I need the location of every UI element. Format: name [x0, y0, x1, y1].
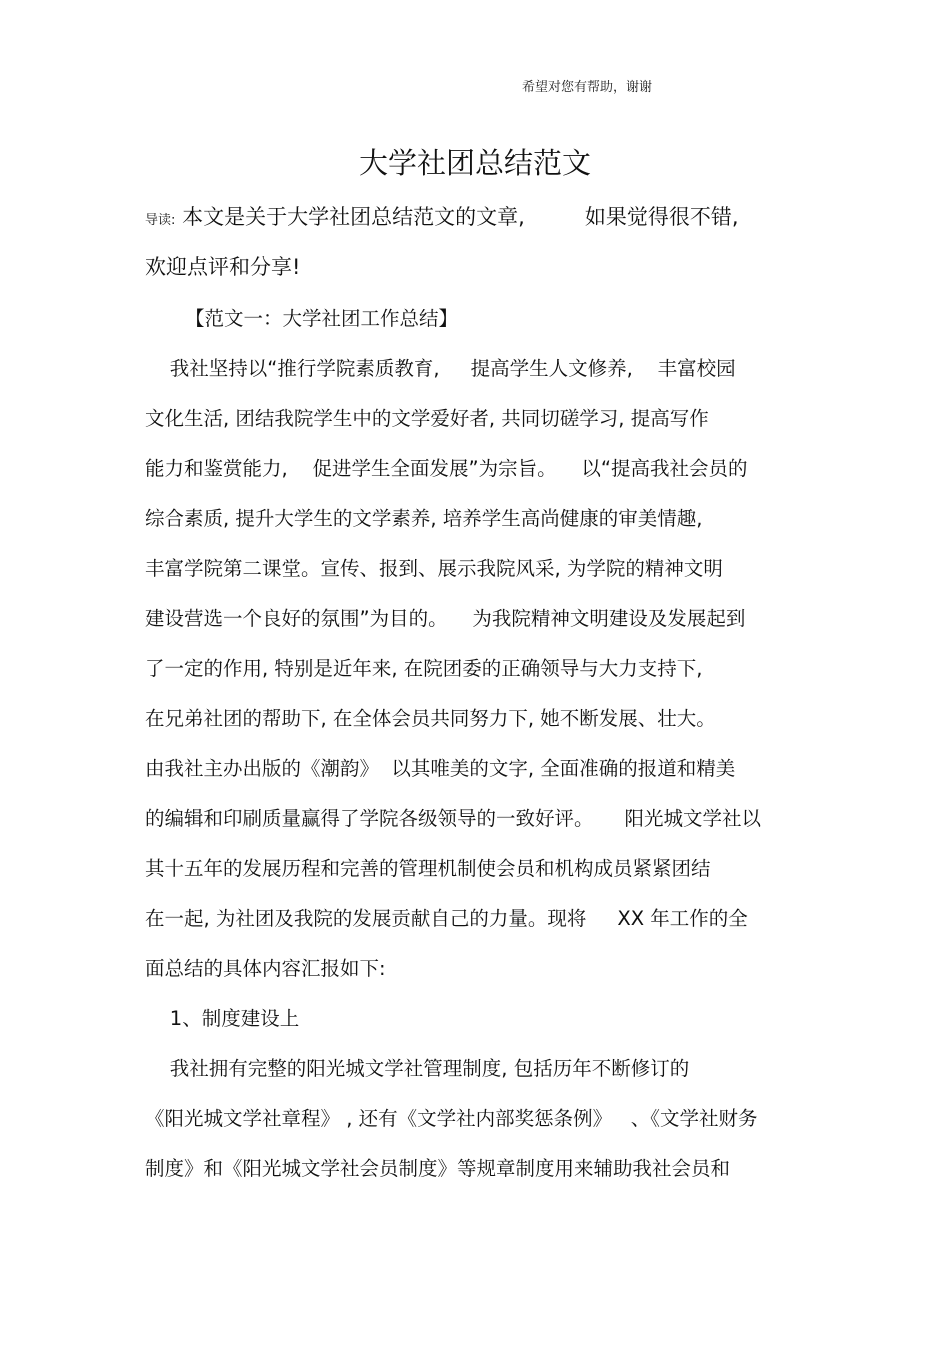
paragraph-line: 综合素质, 提升大学生的文学素养, 培养学生高尚健康的审美情趣, — [145, 507, 703, 530]
subheading: 1、制度建设上 — [145, 1007, 300, 1030]
paragraph-line: 面总结的具体内容汇报如下: — [145, 957, 386, 980]
paragraph-line: 制度》和《阳光城文学社会员制度》等规章制度用来辅助我社会员和 — [145, 1157, 731, 1180]
paragraph-line: 文化生活, 团结我院学生中的文学爱好者, 共同切磋学习, 提高写作 — [145, 407, 709, 430]
intro-text: 本文是关于大学社团总结范文的文章, 如果觉得很不错, — [175, 205, 739, 229]
paragraph-line: 建设营选一个良好的氛围”为目的。 为我院精神文明建设及发展起到 — [145, 607, 746, 630]
paragraph-line: 丰富学院第二课堂。宣传、报到、展示我院风采, 为学院的精神文明 — [145, 557, 723, 580]
intro-label: 导读: — [145, 213, 176, 228]
paragraph-line: 的编辑和印刷质量赢得了学院各级领导的一致好评。 阳光城文学社以 — [145, 807, 761, 830]
paragraph-line: 在兄弟社团的帮助下, 在全体会员共同努力下, 她不断发展、壮大。 — [145, 707, 716, 730]
paragraph-line: 《阳光城文学社章程》 , 还有《文学社内部奖惩条例》 、《文学社财务 — [145, 1107, 758, 1130]
paragraph-line: 了一定的作用, 特别是近年来, 在院团委的正确领导与大力支持下, — [145, 657, 703, 680]
section-heading: 【范文一：大学社团工作总结】 — [185, 307, 459, 330]
intro-line-1 — [145, 204, 739, 234]
paragraph-line: 由我社主办出版的《潮韵》 以其唯美的文字, 全面准确的报道和精美 — [145, 757, 736, 780]
paragraph-line: 我社坚持以“推行学院素质教育, 提高学生人文修养, 丰富校园 — [145, 357, 736, 380]
header-note: 希望对您有帮助，谢谢 — [522, 80, 653, 95]
paragraph-line: 在一起, 为社团及我院的发展贡献自己的力量。现将 XX 年工作的全 — [145, 907, 748, 930]
intro-line-2: 欢迎点评和分享! — [145, 255, 301, 279]
paragraph-line: 能力和鉴赏能力, 促进学生全面发展”为宗旨。 以“提高我社会员的 — [145, 457, 748, 480]
paragraph-line: 我社拥有完整的阳光城文学社管理制度, 包括历年不断修订的 — [145, 1057, 690, 1080]
document-title: 大学社团总结范文 — [358, 146, 591, 180]
paragraph-line: 其十五年的发展历程和完善的管理机制使会员和机构成员紧紧团结 — [145, 857, 711, 880]
